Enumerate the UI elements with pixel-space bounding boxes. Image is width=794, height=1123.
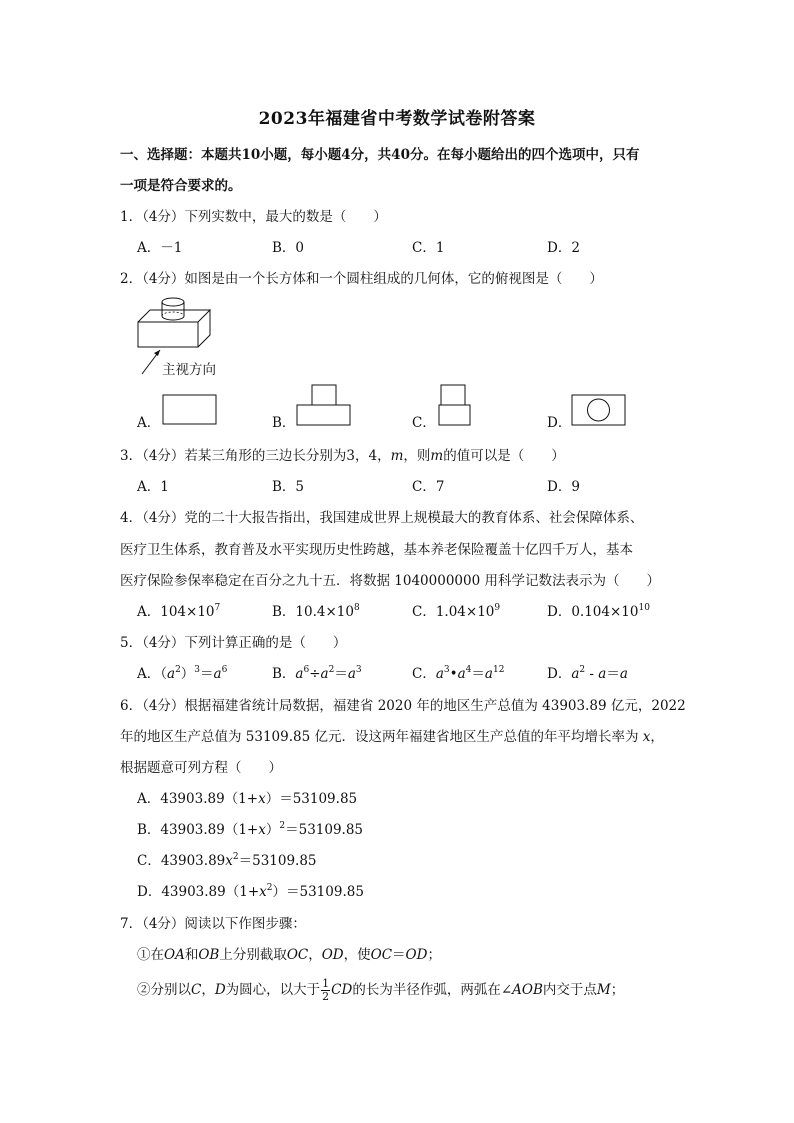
question-6-line-2: 年的地区生产总值为 53109.85 亿元．设这两年福建省地区生产总值的年平均增长率为 x，: [120, 729, 664, 745]
fraction-one-half: $\frac{1}{2}$: [322, 977, 330, 1003]
question-7-stem: 7．（4分）阅读以下作图步骤：: [120, 916, 306, 932]
question-1-stem: 1．（4分）下列实数中，最大的数是（ ）: [120, 209, 387, 225]
q6-option-a: A．43903.89（1+x）＝53109.85: [137, 791, 358, 807]
question-4-line-2: 医疗卫生体系，教育普及水平实现历史性跨越，基本养老保险覆盖十亿四千万人，基本: [120, 542, 633, 558]
q3-option-b: B．5: [272, 479, 305, 495]
q1-option-d: D．2: [547, 240, 580, 256]
q7-step-2: ②分别以C，D为圆心，以大于 $\frac{1}{2}$ CD的长为半径作弧，两弧在∠AOB内交于点M；: [137, 977, 625, 1003]
question-6-line-3: 根据题意可列方程（ ）: [120, 760, 282, 776]
question-5-stem: 5．（4分）下列计算正确的是（ ）: [120, 635, 347, 651]
view-direction-label: 主视方向: [162, 362, 216, 378]
q2-option-a: A．: [137, 415, 161, 431]
question-6-line-1: 6．（4分）根据福建省统计局数据，福建省 2020 年的地区生产总值为 43903.89 亿元，2022: [120, 698, 686, 714]
q6-option-c: C．$43903.89x^2=53109.85$: [137, 852, 317, 869]
q3-option-c: C．7: [412, 479, 445, 495]
q5-option-c: C．$a^3•a^4=a^{12}$: [412, 665, 505, 682]
q4-option-d: D．$0.104\times 10^{10}$: [547, 603, 650, 620]
q5-option-a: A．$(a^2)^3=a^6$: [137, 665, 228, 682]
question-4-line-3: 医疗保险参保率稳定在百分之九十五．将数据 1040000000 用科学记数法表示为（ ）: [120, 573, 660, 589]
q6-option-d: D．$43903.89(1+x^2)=53109.85$: [137, 883, 364, 900]
question-2-stem: 2．（4分）如图是由一个长方体和一个圆柱组成的几何体，它的俯视图是（ ）: [120, 271, 603, 287]
q2-option-d-figure: [571, 394, 627, 428]
q3-option-a: A．1: [137, 479, 169, 495]
q1-option-a: A．－1: [137, 240, 183, 256]
page-title: 2023年福建省中考数学试卷附答案: [258, 109, 536, 129]
q7-step-1: ①在OA和OB上分别截取OC，OD，使OC＝OD；: [137, 947, 441, 963]
q4-option-b: B．$10.4\times 10^8$: [272, 603, 360, 620]
q3-option-d: D．9: [547, 479, 580, 495]
q1-option-b: B．0: [272, 240, 305, 256]
q2-option-a-figure: [162, 394, 218, 426]
section-heading-line-1: 一、选择题：本题共10小题，每小题4分，共40分。在每小题给出的四个选项中，只有: [120, 147, 640, 163]
q5-option-d: D．$a^2 - a=a$: [547, 665, 628, 682]
q2-option-d: D．: [547, 415, 572, 431]
question-3-stem: 3．（4分）若某三角形的三边长分别为3，4，m，则m的值可以是（ ）: [120, 448, 565, 464]
q2-option-c-figure: [438, 384, 472, 428]
question-4-line-1: 4．（4分）党的二十大报告指出，我国建成世界上规模最大的教育体系、社会保障体系、: [120, 510, 644, 526]
q6-option-b: B．$43903.89(1+x)^2=53109.85$: [137, 821, 364, 838]
q5-option-b: B．$a^6\div a^2=a^3$: [272, 665, 362, 682]
q1-option-c: C．1: [412, 240, 445, 256]
q2-option-b-figure: [296, 384, 352, 428]
q4-option-a: A．$104\times 10^7$: [137, 603, 221, 620]
section-heading-line-2: 一项是符合要求的。: [120, 178, 242, 194]
q4-option-c: C．$1.04\times 10^9$: [412, 603, 501, 620]
q2-option-c: C．: [412, 415, 436, 431]
q2-option-b: B．: [272, 415, 296, 431]
